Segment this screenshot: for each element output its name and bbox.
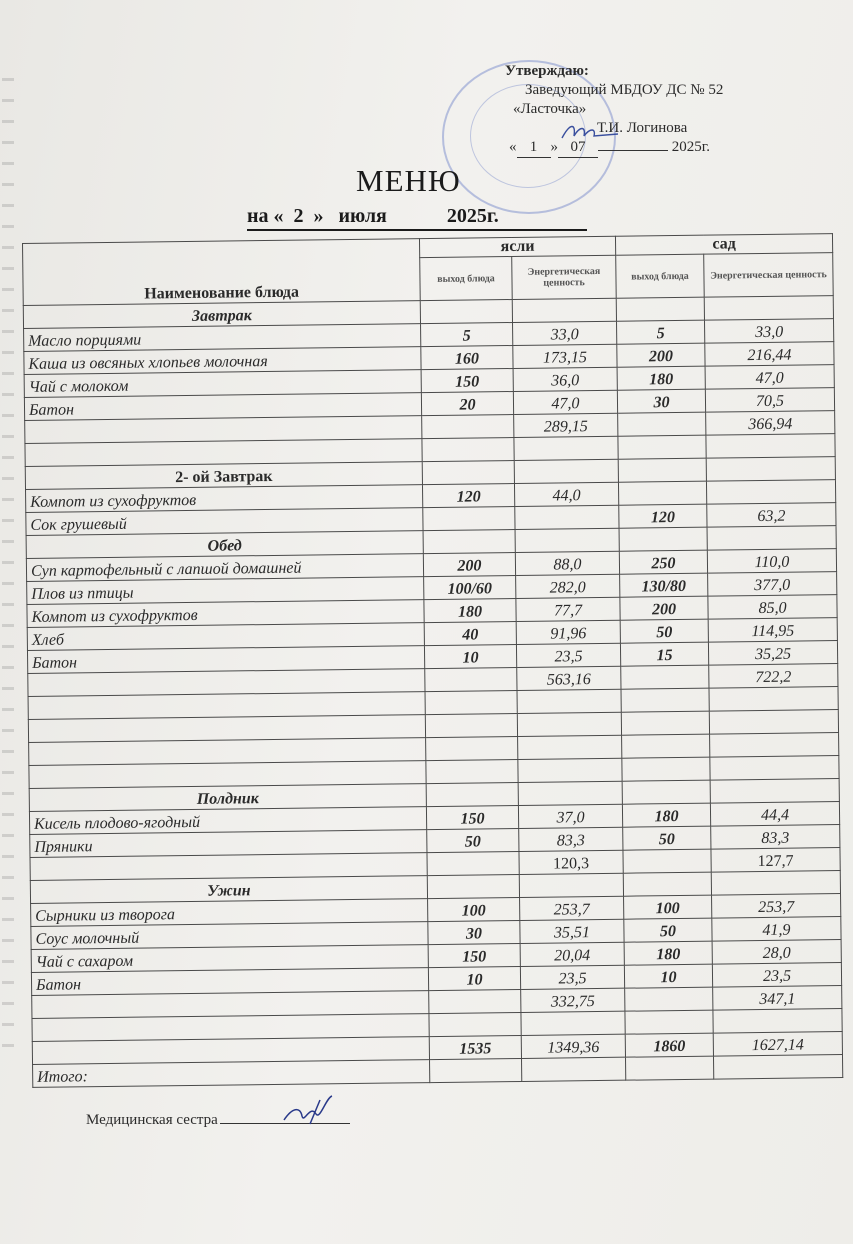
garden-yield bbox=[622, 734, 710, 758]
garden-energy: 47,0 bbox=[705, 365, 834, 390]
nursery-energy: 563,16 bbox=[517, 666, 621, 690]
nursery-yield bbox=[427, 851, 519, 875]
garden-energy bbox=[706, 434, 835, 459]
empty-cell bbox=[710, 779, 839, 804]
meal-section-title: Завтрак bbox=[23, 301, 420, 329]
garden-yield: 200 bbox=[617, 343, 705, 367]
garden-yield: 180 bbox=[622, 803, 710, 827]
nursery-energy: 289,15 bbox=[514, 413, 618, 437]
nursery-yield bbox=[425, 690, 517, 714]
garden-yield: 130/80 bbox=[620, 573, 708, 597]
group-garden-header: сад bbox=[615, 234, 832, 256]
binder-holes bbox=[2, 60, 14, 1060]
director-signature bbox=[560, 118, 620, 148]
garden-yield: 50 bbox=[623, 826, 711, 850]
garden-energy: 114,95 bbox=[708, 618, 837, 643]
nursery-yield: 150 bbox=[428, 943, 520, 967]
nursery-yield bbox=[429, 1012, 521, 1036]
nursery-yield bbox=[422, 438, 514, 462]
garden-energy: 28,0 bbox=[712, 940, 841, 965]
nursery-energy: 20,04 bbox=[520, 942, 624, 966]
empty-cell bbox=[706, 457, 835, 482]
dish-name: Сок грушевый bbox=[26, 508, 423, 536]
nursery-yield: 150 bbox=[421, 369, 513, 393]
empty-cell bbox=[423, 529, 515, 553]
garden-energy: 83,3 bbox=[711, 825, 840, 850]
nurse-label: Медицинская сестра bbox=[86, 1112, 218, 1128]
garden-yield: 120 bbox=[619, 504, 707, 528]
nursery-energy: 88,0 bbox=[515, 551, 619, 575]
sub-energy-header: Энергетическая ценность bbox=[512, 255, 617, 299]
dish-name: Хлеб bbox=[27, 623, 424, 651]
empty-cell bbox=[519, 873, 623, 897]
garden-yield: 200 bbox=[620, 596, 708, 620]
empty-cell bbox=[426, 782, 518, 806]
nursery-yield bbox=[425, 713, 517, 737]
menu-table bbox=[22, 233, 843, 1088]
garden-yield: 50 bbox=[624, 918, 712, 942]
nursery-energy: 83,3 bbox=[519, 827, 623, 851]
dish-name: Батон bbox=[27, 646, 424, 674]
nursery-energy bbox=[521, 1057, 625, 1081]
garden-energy bbox=[713, 1009, 842, 1034]
menu-date: на « 2 » июля 2025г. bbox=[247, 205, 587, 231]
nursery-yield: 200 bbox=[423, 552, 515, 576]
approval-block bbox=[505, 62, 805, 158]
dish-name: Батон bbox=[24, 393, 421, 421]
nursery-energy: 33,0 bbox=[513, 321, 617, 345]
nursery-energy: 47,0 bbox=[513, 390, 617, 414]
empty-cell bbox=[616, 297, 704, 321]
meal-section-title: Ужин bbox=[30, 876, 427, 904]
meal-section-title: 2- ой Завтрак bbox=[25, 462, 422, 490]
garden-yield bbox=[625, 1010, 713, 1034]
nursery-energy: 120,3 bbox=[519, 850, 623, 874]
approval-position: Заведующий МБДОУ ДС № 52 bbox=[525, 82, 724, 98]
dish-name: Пряники bbox=[30, 830, 427, 858]
nursery-yield: 160 bbox=[421, 346, 513, 370]
garden-energy bbox=[709, 710, 838, 735]
dish-name: Батон bbox=[31, 968, 428, 996]
garden-energy bbox=[710, 756, 839, 781]
approval-name: Т.И. Логинова bbox=[597, 120, 688, 136]
nursery-energy: 23,5 bbox=[516, 643, 620, 667]
nursery-energy: 36,0 bbox=[513, 367, 617, 391]
nursery-yield bbox=[426, 736, 518, 760]
dish-name: Компот из сухофруктов bbox=[26, 485, 423, 513]
dish-name: Чай с молоком bbox=[24, 370, 421, 398]
menu-table-body bbox=[23, 296, 843, 1088]
garden-yield: 10 bbox=[624, 964, 712, 988]
garden-yield bbox=[622, 757, 710, 781]
dish-name: Компот из сухофруктов bbox=[27, 600, 424, 628]
garden-yield: 5 bbox=[617, 320, 705, 344]
garden-energy: 70,5 bbox=[705, 388, 834, 413]
garden-yield: 30 bbox=[617, 389, 705, 413]
nursery-yield: 30 bbox=[428, 920, 520, 944]
nurse-signature-line bbox=[86, 1112, 406, 1129]
garden-energy: 85,0 bbox=[708, 595, 837, 620]
empty-cell bbox=[515, 528, 619, 552]
dish-name: Итого: bbox=[33, 1060, 430, 1088]
col-name-header: Наименование блюда bbox=[23, 239, 421, 306]
garden-yield: 100 bbox=[624, 895, 712, 919]
nursery-yield: 180 bbox=[424, 598, 516, 622]
garden-yield bbox=[618, 435, 706, 459]
nursery-yield: 20 bbox=[421, 392, 513, 416]
garden-energy: 347,1 bbox=[713, 986, 842, 1011]
nursery-energy bbox=[518, 758, 622, 782]
nursery-yield bbox=[423, 506, 515, 530]
nursery-yield: 1535 bbox=[429, 1035, 521, 1059]
garden-energy: 23,5 bbox=[712, 963, 841, 988]
nursery-energy: 23,5 bbox=[520, 965, 624, 989]
empty-cell bbox=[514, 459, 618, 483]
nursery-energy bbox=[514, 436, 618, 460]
nursery-energy bbox=[517, 689, 621, 713]
garden-yield bbox=[623, 849, 711, 873]
empty-cell bbox=[623, 872, 711, 896]
sub-energy-header: Энергетическая ценность bbox=[704, 253, 834, 298]
nursery-yield bbox=[426, 759, 518, 783]
dish-name: Сырники из творога bbox=[31, 899, 428, 927]
nursery-yield: 50 bbox=[427, 828, 519, 852]
nurse-signature bbox=[280, 1094, 350, 1128]
empty-cell bbox=[704, 296, 833, 321]
nursery-energy: 77,7 bbox=[516, 597, 620, 621]
garden-yield bbox=[618, 412, 706, 436]
garden-energy: 1627,14 bbox=[713, 1032, 842, 1057]
garden-energy: 127,7 bbox=[711, 848, 840, 873]
nursery-energy: 253,7 bbox=[520, 896, 624, 920]
page-title: МЕНЮ bbox=[356, 163, 461, 198]
meal-section-title: Обед bbox=[26, 531, 423, 559]
garden-yield bbox=[618, 481, 706, 505]
garden-energy: 33,0 bbox=[705, 319, 834, 344]
approval-day: 1 bbox=[517, 138, 551, 158]
nursery-energy: 173,15 bbox=[513, 344, 617, 368]
approval-org: «Ласточка» bbox=[513, 101, 587, 117]
nursery-yield: 10 bbox=[428, 966, 520, 990]
dish-name: Соус молочный bbox=[31, 922, 428, 950]
nursery-energy bbox=[515, 505, 619, 529]
empty-cell bbox=[707, 526, 836, 551]
empty-cell bbox=[420, 300, 512, 324]
approval-year: 2025г. bbox=[671, 139, 710, 155]
garden-yield bbox=[625, 987, 713, 1011]
nursery-yield: 100/60 bbox=[424, 575, 516, 599]
empty-cell bbox=[427, 874, 519, 898]
garden-energy bbox=[709, 687, 838, 712]
garden-energy bbox=[706, 480, 835, 505]
nursery-energy bbox=[517, 712, 621, 736]
garden-yield: 15 bbox=[620, 642, 708, 666]
garden-energy: 722,2 bbox=[709, 664, 838, 689]
garden-energy bbox=[714, 1055, 843, 1080]
garden-yield bbox=[626, 1056, 714, 1080]
dish-name: Плов из птицы bbox=[27, 577, 424, 605]
nursery-yield bbox=[425, 667, 517, 691]
empty-cell bbox=[711, 871, 840, 896]
nursery-yield bbox=[430, 1058, 522, 1082]
dish-name: Суп картофельный с лапшой домашней bbox=[26, 554, 423, 582]
nursery-yield bbox=[422, 415, 514, 439]
garden-yield bbox=[621, 711, 709, 735]
garden-energy: 366,94 bbox=[706, 411, 835, 436]
garden-yield bbox=[621, 688, 709, 712]
garden-energy: 253,7 bbox=[712, 894, 841, 919]
garden-energy: 377,0 bbox=[708, 572, 837, 597]
garden-yield bbox=[621, 665, 709, 689]
empty-cell bbox=[622, 780, 710, 804]
garden-yield: 1860 bbox=[625, 1033, 713, 1057]
garden-yield: 250 bbox=[619, 550, 707, 574]
approval-heading: Утверждаю: bbox=[505, 63, 589, 79]
garden-energy: 216,44 bbox=[705, 342, 834, 367]
approval-date: « 1 » 07 2025г. bbox=[505, 138, 805, 158]
garden-energy: 41,9 bbox=[712, 917, 841, 942]
dish-name: Кисель плодово-ягодный bbox=[29, 807, 426, 835]
nursery-energy bbox=[521, 1011, 625, 1035]
nursery-energy: 91,96 bbox=[516, 620, 620, 644]
nursery-energy: 44,0 bbox=[514, 482, 618, 506]
nursery-energy: 35,51 bbox=[520, 919, 624, 943]
empty-cell bbox=[422, 461, 514, 485]
garden-yield: 180 bbox=[617, 366, 705, 390]
nursery-yield: 100 bbox=[428, 897, 520, 921]
garden-energy: 63,2 bbox=[707, 503, 836, 528]
dish-name: Масло порциями bbox=[24, 324, 421, 352]
nursery-energy: 37,0 bbox=[518, 804, 622, 828]
garden-energy: 110,0 bbox=[707, 549, 836, 574]
empty-cell bbox=[518, 781, 622, 805]
garden-energy: 35,25 bbox=[708, 641, 837, 666]
group-nursery-header: ясли bbox=[419, 236, 615, 257]
sub-yield-header: выход блюда bbox=[420, 257, 513, 301]
dish-name: Чай с сахаром bbox=[31, 945, 428, 973]
empty-cell bbox=[619, 527, 707, 551]
nursery-energy: 332,75 bbox=[521, 988, 625, 1012]
meal-section-title: Полдник bbox=[29, 784, 426, 812]
dish-name: Каша из овсяных хлопьев молочная bbox=[24, 347, 421, 375]
nursery-yield: 120 bbox=[422, 484, 514, 508]
empty-cell bbox=[618, 458, 706, 482]
nursery-yield bbox=[429, 989, 521, 1013]
garden-yield: 180 bbox=[624, 941, 712, 965]
nursery-yield: 40 bbox=[424, 621, 516, 645]
nursery-energy: 1349,36 bbox=[521, 1034, 625, 1058]
nursery-yield: 150 bbox=[426, 805, 518, 829]
garden-energy bbox=[710, 733, 839, 758]
nursery-yield: 5 bbox=[421, 323, 513, 347]
garden-energy: 44,4 bbox=[710, 802, 839, 827]
sub-yield-header: выход блюда bbox=[616, 254, 705, 298]
nursery-yield: 10 bbox=[424, 644, 516, 668]
nursery-energy: 282,0 bbox=[516, 574, 620, 598]
garden-yield: 50 bbox=[620, 619, 708, 643]
nursery-energy bbox=[518, 735, 622, 759]
empty-cell bbox=[512, 298, 616, 322]
approval-month: 07 bbox=[558, 138, 598, 158]
